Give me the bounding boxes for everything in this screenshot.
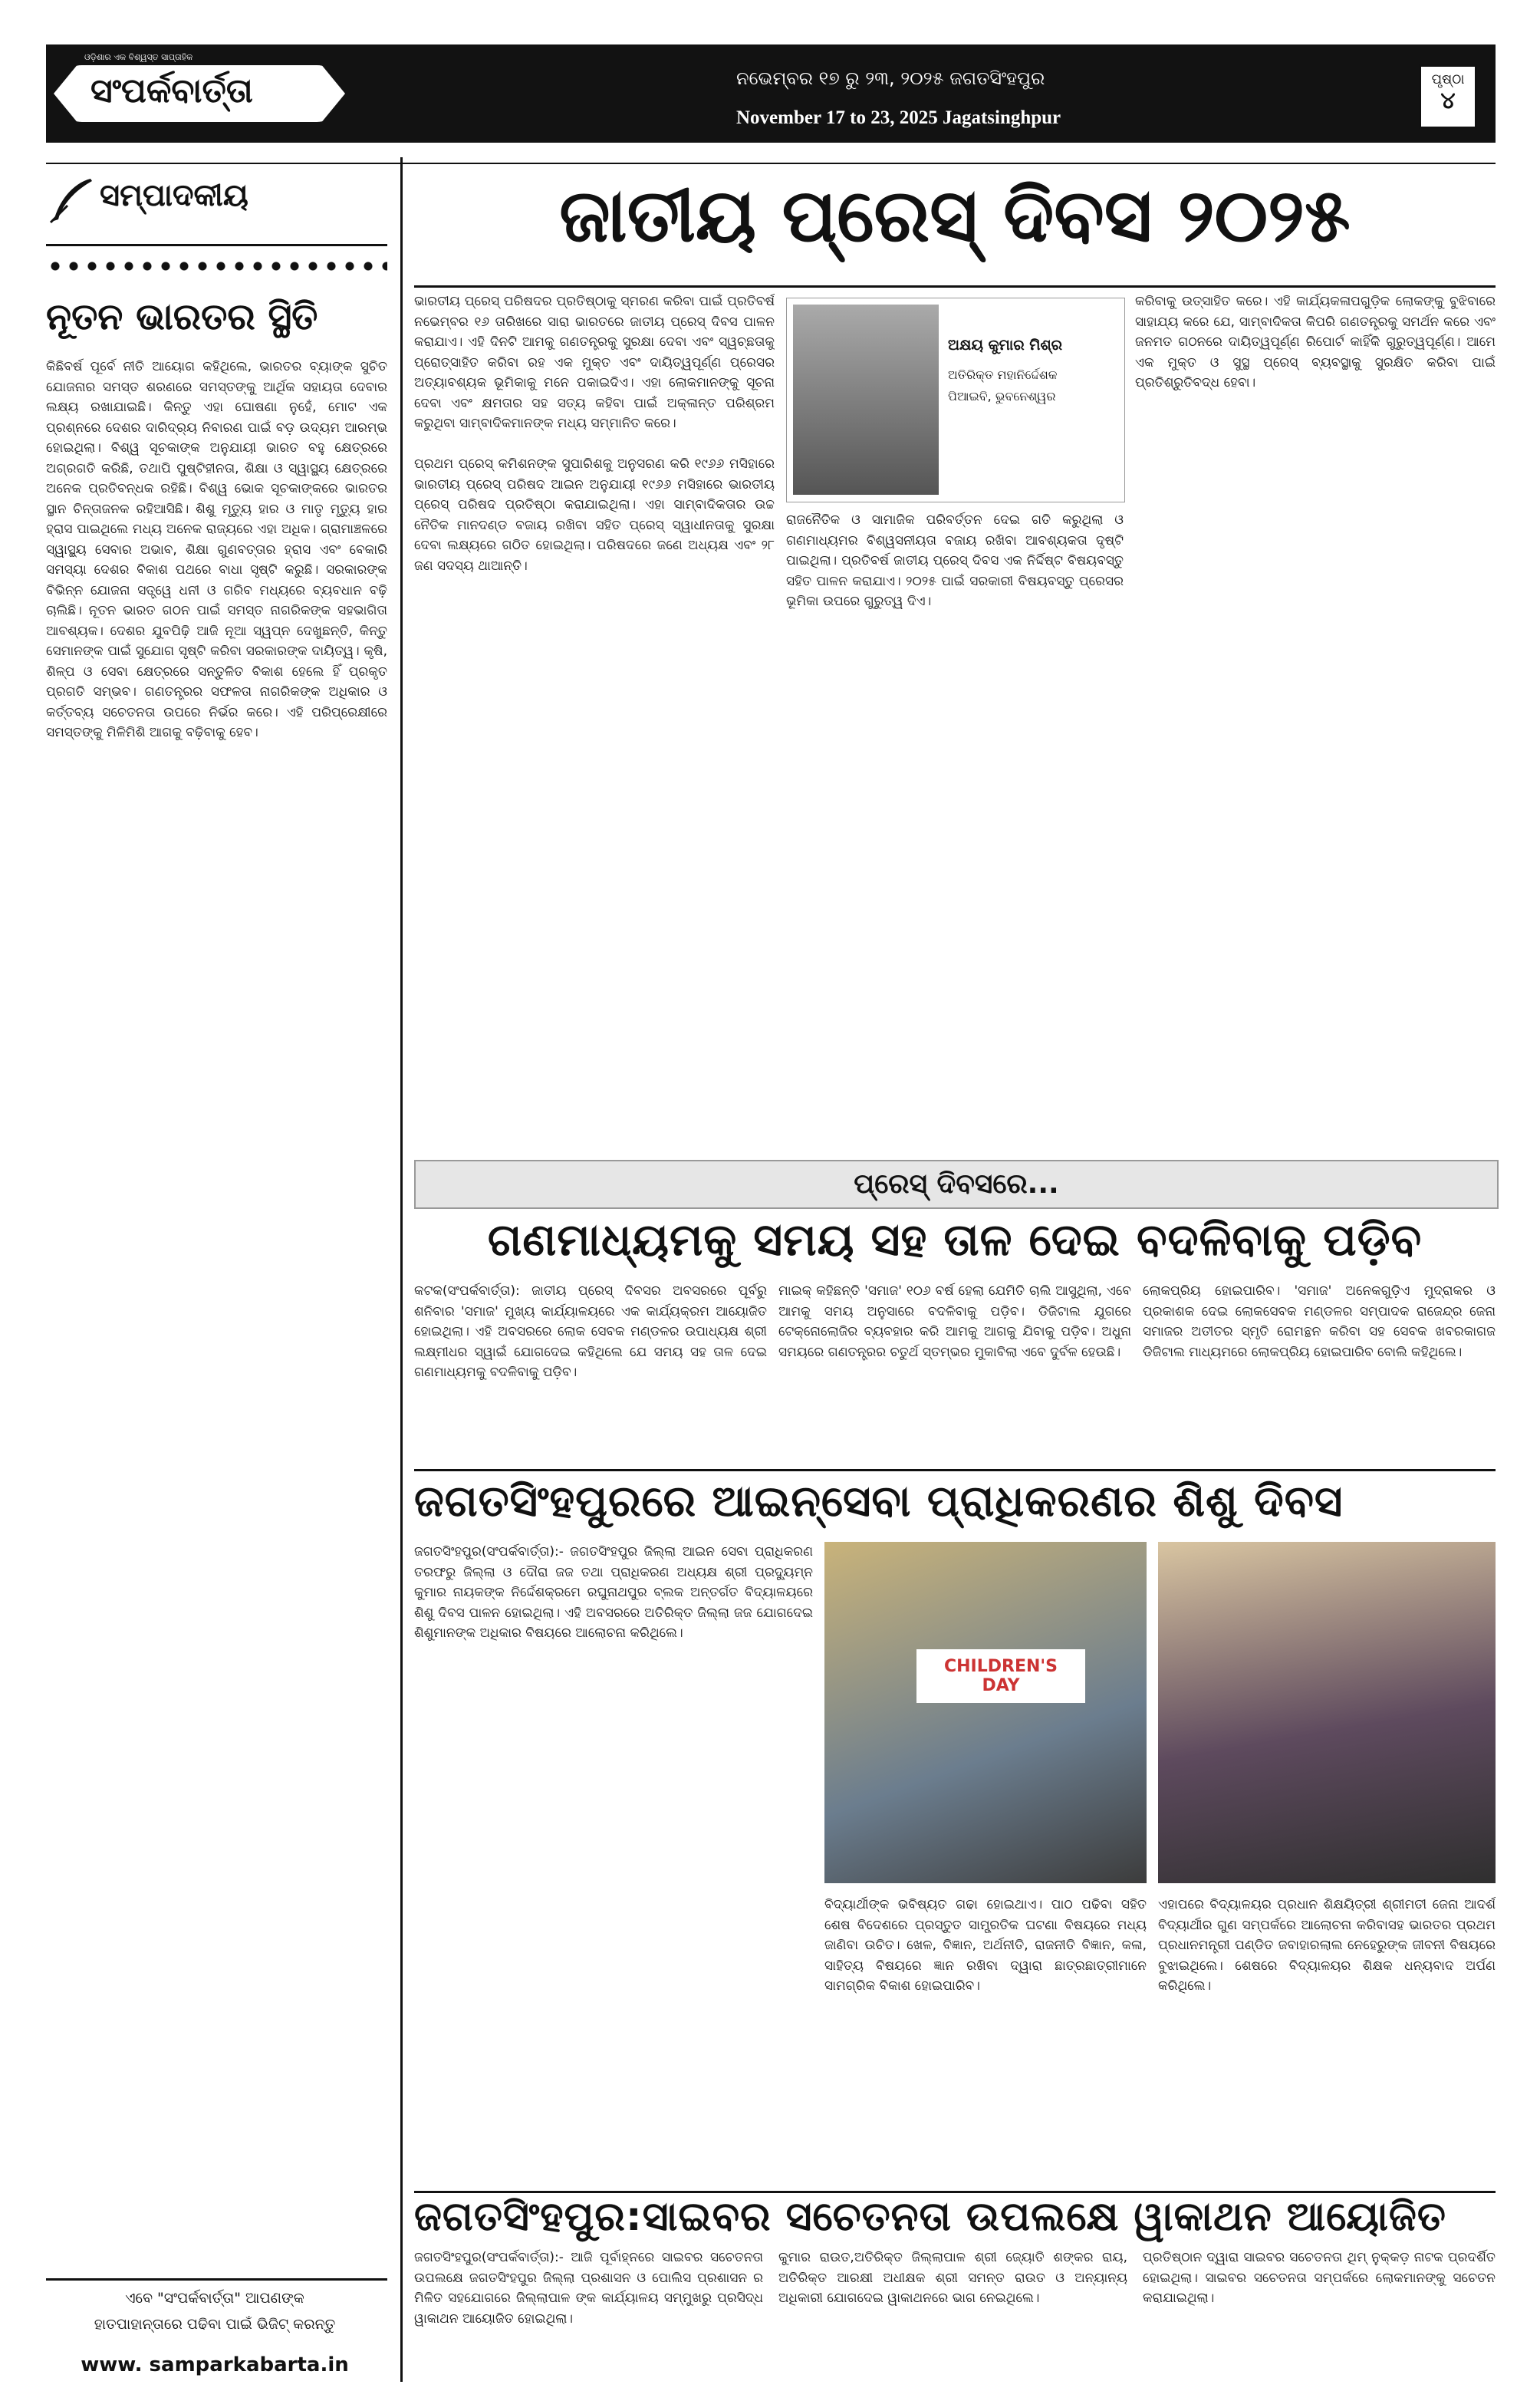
author-title: ଅତିରିକ୍ତ ମହାନିର୍ଦ୍ଦେଶକ [948, 367, 1058, 382]
press-day-col1-text: ଭାରତୀୟ ପ୍ରେସ୍ ପରିଷଦର ପ୍ରତିଷ୍ଠାକୁ ସ୍ମରଣ କରିବା ପାଇଁ ପ୍ରତିବର୍ଷ ନଭେମ୍ବର ୧୬ ତାରିଖରେ ସାରା ଭାରତରେ ଜାତୀୟ ପ୍ରେସ୍ ଦିବସ ପାଳନ କରାଯାଏ। ଏହି ଦିନଟି ଆମକୁ ଗଣତନ୍ତ୍ରକୁ ସୁରକ୍ଷା ଦେବା ଏବଂ ସ୍ୱଚ୍ଛତାକୁ ପ୍ରୋତ୍ସାହିତ କରିବା ରହ ଏକ ମୁକ୍ତ ଏବଂ ଦାୟିତ୍ୱପୂର୍ଣ୍ଣ ପ୍ରେସର ଅତ୍ୟାବଶ୍ୟକ ଭୂମିକାକୁ ମନେ ପକାଇଦିଏ। ଏହା ଲୋକମାନଙ୍କୁ ସୂଚନା ଦେବା ଏବଂ କ୍ଷମତାର ସହ ସତ୍ୟ କହିବା ପାଇଁ ଅକ୍ଳାନ୍ତ ପରିଶ୍ରମ କରୁଥିବା ସାମ୍ବାଦିକମାନଙ୍କ ମଧ୍ୟ ସମ୍ମାନିତ କରେ। [414, 294, 775, 431]
section-rule [414, 1469, 1496, 1471]
promo-line-2: ହାତପାହାନ୍ତାରେ ପଢିବା ପାଇଁ ଭିଜିଟ୍ କରନ୍ତୁ [94, 2316, 336, 2333]
press-day-headline: ଜାତୀୟ ପ୍ରେସ୍ ଦିବସ ୨୦୨୫ [559, 173, 1351, 259]
headline-rule [414, 285, 1496, 288]
press-band-label: ପ୍ରେସ୍ ଦିବସରେ... [854, 1168, 1059, 1200]
column-rule [400, 157, 403, 2382]
media-story-col1: କଟକ(ସଂପର୍କବାର୍ତ୍ତା): ଜାତୀୟ ପ୍ରେସ୍ ଦିବସର ଅବସରରେ ପୂର୍ବରୁ ଶନିବାର 'ସମାଜ' ମୁଖ୍ୟ କାର୍ଯ୍ୟାଳୟରେ ଏକ କାର୍ଯ୍ୟକ୍ରମ ଆୟୋଜିତ ହୋଇଥିଲା। ଏହି ଅବସରରେ ଲୋକ ସେବକ ମଣ୍ଡଳର ଉପାଧ୍ୟକ୍ଷ ଶ୍ରୀ ଲକ୍ଷ୍ମୀଧର ସ୍ୱାଇଁ ଯୋଗଦେଇ କହିଥିଲେ ଯେ ସମୟ ସହ ତାଳ ଦେଇ ଗଣମାଧ୍ୟମକୁ ବଦଳିବାକୁ ପଡ଼ିବ। [414, 1283, 767, 1380]
editorial-headline: ନୂତନ ଭାରତର ସ୍ଥିତି [46, 295, 318, 338]
masthead-rule [46, 163, 1496, 164]
editorial-section-title: ସମ୍ପାଦକୀୟ [100, 178, 248, 213]
childrens-day-photo-1 [824, 1542, 1147, 1883]
childrens-day-col2: ବିଦ୍ୟାର୍ଥୀଙ୍କ ଭବିଷ୍ୟତ ଗଢା ହୋଇଥାଏ। ପାଠ ପଢିବା ସହିତ ଶେଷ ବିଦେଶରେ ପ୍ରସ୍ତୁତ ସାମ୍ପ୍ରତିକ ଘଟଣା ବିଷୟରେ ମଧ୍ୟ ଜାଣିବା ଉଚିତ। ଖେଳ, ବିଜ୍ଞାନ, ଅର୍ଥନୀତି, ରାଜନୀତି ବିଜ୍ଞାନ, କଳା, ସାହିତ୍ୟ ବିଷୟରେ ଜ୍ଞାନ ରଖିବା ଦ୍ୱାରା ଛାତ୍ରଛାତ୍ରୀମାନେ ସାମଗ୍ରିକ ବିକାଶ ହୋଇପାରିବ। [824, 1897, 1147, 1994]
promo-line-1: ଏବେ "ସଂପର୍କବାର୍ତ୍ତା" ଆପଣଙ୍କ [125, 2290, 304, 2307]
page-number-box [1419, 64, 1477, 129]
childrens-day-body: ଜଗତସିଂହପୁର(ସଂପର୍କବାର୍ତ୍ତା):- ଜଗତସିଂହପୁର ଜିଲ୍ଲା ଆଇନ ସେବା ପ୍ରାଧିକରଣ ତରଫରୁ ଜିଲ୍ଲା ଓ ଦୌରା ଜଜ ତଥା ପ୍ରାଧିକରଣ ଅଧ୍ୟକ୍ଷ ଶ୍ରୀ ପ୍ରଦ୍ୟୁମ୍ନ କୁମାର ନାୟକଙ୍କ ନିର୍ଦ୍ଦେଶକ୍ରମେ ରଘୁନାଥପୁର ବ୍ଲକ ଅନ୍ତର୍ଗତ ବିଦ୍ୟାଳୟରେ ଶିଶୁ ଦିବସ ପାଳନ ହୋଇଥିଲା। ଏହି ଅବସରରେ ଅତିରିକ୍ତ ଜିଲ୍ଲା ଜଜ ଯୋଗଦେଇ ଶିଶୁମାନଙ୍କ ଅଧିକାର ବିଷୟରେ ଆଲୋଚନା କରିଥିଲେ। [414, 1544, 813, 1641]
cyber-story-headline: ଜଗତସିଂହପୁର:ସାଇବର ସଚେତନତା ଉପଲକ୍ଷେ ୱାକାଥନ ଆୟୋଜିତ [414, 2194, 1446, 2240]
editorial-body: କିଛିବର୍ଷ ପୂର୍ବେ ନୀତି ଆୟୋଗ କହିଥିଲେ, ଭାରତର ବ୍ୟାଙ୍କ ସୁଚିତ ଯୋଜନାର ସମସ୍ତ ଶରଣରେ ସମସ୍ତଙ୍କୁ ଆର୍ଥିକ ସହାୟତା ଦେବାର ଲକ୍ଷ୍ୟ ରଖାଯାଇଛି। କିନ୍ତୁ ଏହା ଘୋଷଣା ନୁହେଁ, ମୋଟ ଏକ ପ୍ରଶ୍ନରେ ଦେଶର ଦାରିଦ୍ର୍ୟ ନିବାରଣ ପାଇଁ ବଡ଼ ଉଦ୍ୟମ ଆରମ୍ଭ ହୋଇଥିଲା। ବିଶ୍ୱ ସୂଚକାଙ୍କ ଅନୁଯାୟୀ ଭାରତ ବହୁ କ୍ଷେତ୍ରରେ ଅଗ୍ରଗତି କରିଛି, ତଥାପି ପୁଷ୍ଟିହୀନତା, ଶିକ୍ଷା ଓ ସ୍ୱାସ୍ଥ୍ୟ କ୍ଷେତ୍ରରେ ଅନେକ ପ୍ରତିବନ୍ଧକ ରହିଛି। ବିଶ୍ୱ ଭୋକ ସୂଚକାଙ୍କରେ ଭାରତର ସ୍ଥାନ ଚିନ୍ତାଜନକ ରହିଆସିଛି। ଶିଶୁ ମୃତ୍ୟୁ ହାର ଓ ମାତୃ ମୃତ୍ୟୁ ହାର ହ୍ରାସ ପାଇଥିଲେ ମଧ୍ୟ ଅନେକ ରାଜ୍ୟରେ ଏହା ଅଧିକ। ଗ୍ରାମାଞ୍ଚଳରେ ସ୍ୱାସ୍ଥ୍ୟ ସେବାର ଅଭାବ, ଶିକ୍ଷା ଗୁଣବତ୍ତାର ହ୍ରାସ ଏବଂ ବେକାରି ସମସ୍ୟା ଦେଶର ବିକାଶ ପଥରେ ବାଧା ସୃଷ୍ଟି କରୁଛି। ସରକାରଙ୍କ ବିଭିନ୍ନ ଯୋଜନା ସତ୍ତ୍ୱେ ଧନୀ ଓ ଗରିବ ମଧ୍ୟରେ ବ୍ୟବଧାନ ବଢ଼ି ଚାଲିଛି। ନୂତନ ଭାରତ ଗଠନ ପାଇଁ ସମସ୍ତ ନାଗରିକଙ୍କ ସହଭାଗିତା ଆବଶ୍ୟକ। ଦେଶର ଯୁବପିଢ଼ି ଆଜି ନୂଆ ସ୍ୱପ୍ନ ଦେଖୁଛନ୍ତି, କିନ୍ତୁ ସେମାନଙ୍କ ପାଇଁ ସୁଯୋଗ ସୃଷ୍ଟି କରିବା ସରକାରଙ୍କ ଦାୟିତ୍ୱ। କୃଷି, ଶିଳ୍ପ ଓ ସେବା କ୍ଷେତ୍ରରେ ସନ୍ତୁଳିତ ବିକାଶ ହେଲେ ହିଁ ପ୍ରକୃତ ପ୍ରଗତି ସମ୍ଭବ। ଗଣତନ୍ତ୍ରର ସଫଳତା ନାଗରିକଙ୍କ ଅଧିକାର ଓ କର୍ତ୍ତବ୍ୟ ସଚେତନତା ଉପରେ ନିର୍ଭର କରେ। ଏହି ପରିପ୍ରେକ୍ଷୀରେ ସମସ୍ତଙ୍କୁ ମିଳିମିଶି ଆଗକୁ ବଢ଼ିବାକୁ ହେବ। [46, 359, 387, 740]
promo-text [46, 2290, 383, 2333]
cyber-story-col2: କୁମାର ରାଉତ,ଅତିରିକ୍ତ ଜିଲ୍ଲାପାଳ ଶ୍ରୀ ଜ୍ୟୋତି ଶଙ୍କର ରାୟ, ଅତିରିକ୍ତ ଆରକ୍ଷୀ ଅଧୀକ୍ଷକ ଶ୍ରୀ ସମନ୍ତ ରାଉତ ଓ ଅନ୍ୟାନ୍ୟ ଅଧିକାରୀ ଯୋଗଦେଇ ୱାକାଥନରେ ଭାଗ ନେଇଥିଲେ। [778, 2250, 1127, 2306]
press-band [414, 1160, 1499, 1209]
childrens-day-col3: ଏହାପରେ ବିଦ୍ୟାଳୟର ପ୍ରଧାନ ଶିକ୍ଷୟିତ୍ରୀ ଶ୍ରୀମତୀ ଜେନା ଆଦର୍ଶ ବିଦ୍ୟାର୍ଥୀର ଗୁଣ ସମ୍ପର୍କରେ ଆଲୋଚନା କରିବାସହ ଭାରତର ପ୍ରଥମ ପ୍ରଧାନମନ୍ତ୍ରୀ ପଣ୍ଡିତ ଜବାହାରଲାଲ ନେହେରୁଙ୍କ ଜୀବନୀ ବିଷୟରେ ବୁଝାଇଥିଲେ। ଶେଷରେ ବିଦ୍ୟାଳୟର ଶିକ୍ଷକ ଧନ୍ୟବାଦ ଅର୍ପଣ କରିଥିଲେ। [1158, 1897, 1496, 1994]
dotted-divider [46, 261, 387, 272]
page-label: ପୃଷ୍ଠା [1431, 71, 1465, 87]
author-name: ଅକ୍ଷୟ କୁମାର ମିଶ୍ର [948, 337, 1062, 354]
press-day-col2-text: ପ୍ରଥମ ପ୍ରେସ୍ କମିଶନଙ୍କ ସୁପାରିଶକୁ ଅନୁସରଣ କରି ୧୯୬୬ ମସିହାରେ ଭାରତୀୟ ପ୍ରେସ୍ ପରିଷଦ ଆଇନ ଅନୁଯାୟୀ ୧୯୬୬ ମସିହାରେ ଭାରତୀୟ ପ୍ରେସ୍ ପରିଷଦ ପ୍ରତିଷ୍ଠା କରାଯାଇଥିଲା। ଏହା ସାମ୍ବାଦିକତାର ଉଚ୍ଚ ନୈତିକ ମାନଦଣ୍ଡ ବଜାୟ ରଖିବା ସହିତ ପ୍ରେସ୍ ସ୍ୱାଧୀନତାକୁ ସୁରକ୍ଷା ଦେବା ଲକ୍ଷ୍ୟରେ ଗଠିତ ହୋଇଥିଲା। ପରିଷଦରେ ଜଣେ ଅଧ୍ୟକ୍ଷ ଏବଂ ୨୮ ଜଣ ସଦସ୍ୟ ଥାଆନ୍ତି। [414, 456, 775, 574]
childrens-day-banner: CHILDREN'S DAY [916, 1649, 1085, 1703]
newspaper-logo: ସଂପର୍କବାର୍ତ୍ତା [90, 71, 253, 110]
author-photo [793, 305, 939, 495]
press-day-col3: ରାଜନୈତିକ ଓ ସାମାଜିକ ପରିବର୍ତ୍ତନ ଦେଇ ଗତି କରୁଥିଲା ଓ ଗଣମାଧ୍ୟମର ବିଶ୍ୱସନୀୟତା ବଜାୟ ରଖିବା ଆବଶ୍ୟକତା ଦୃଷ୍ଟି ପାଇଥିଲା। ପ୍ରତିବର୍ଷ ଜାତୀୟ ପ୍ରେସ୍ ଦିବସ ଏକ ନିର୍ଦ୍ଦିଷ୍ଟ ବିଷୟବସ୍ତୁ ସହିତ ପାଳନ କରାଯାଏ। ୨୦୨୫ ପାଇଁ ସରକାରୀ ବିଷୟବସ୍ତୁ ପ୍ରେସର ଭୂମିକା ଉପରେ ଗୁରୁତ୍ୱ ଦିଏ। [786, 512, 1124, 609]
media-story-col3: ଲୋକପ୍ରିୟ ହୋଇପାରିବ। 'ସମାଜ' ଅନେକଗୁଡ଼ିଏ ମୁଦ୍ରାକର ଓ ପ୍ରକାଶକ ଦେଇ ଲୋକସେବକ ମଣ୍ଡଳର ସମ୍ପାଦକ ରାଜେନ୍ଦ୍ର ଜେନା ସମାଜର ଅତୀତର ସ୍ମୃତି ରୋମନ୍ଥନ କରିବା ସହ ସେବକ ଖବରକାଗଜ ଡିଜିଟାଲ ମାଧ୍ୟମରେ ଲୋକପ୍ରିୟ ହୋଇପାରିବ ବୋଲି କହିଥିଲେ। [1143, 1283, 1496, 1360]
promo-rule [46, 2278, 387, 2281]
cyber-story-col3: ପ୍ରତିଷ୍ଠାନ ଦ୍ୱାରା ସାଇବର ସଚେତନତା ଥିମ୍ ନୁକ୍କଡ଼ ନାଟକ ପ୍ରଦର୍ଶିତ ହୋଇଥିଲା। ସାଇବର ସଚେତନତା ସମ୍ପର୍କରେ ଲୋକମାନଙ୍କୁ ସଚେତନ କରାଯାଇଥିଲା। [1143, 2250, 1496, 2306]
date-odia: ନଭେମ୍ବର ୧୭ ରୁ ୨୩, ୨୦୨୫ ଜଗତସିଂହପୁର [736, 68, 1045, 89]
press-day-col1 [414, 291, 775, 1154]
author-box [786, 298, 1125, 502]
page-number: ୪ [1440, 87, 1456, 114]
editorial-rule [46, 244, 387, 246]
author-org: ପିଆଇବି, ଭୁବନେଶ୍ୱର [948, 389, 1056, 403]
media-story-headline: ଗଣମାଧ୍ୟମକୁ ସମୟ ସହ ତାଳ ଦେଇ ବଦଳିବାକୁ ପଡ଼ିବ [487, 1214, 1423, 1266]
website-link[interactable]: www. samparkabarta.in [81, 2353, 349, 2376]
press-day-col4: କରିବାକୁ ଉତ୍ସାହିତ କରେ। ଏହି କାର୍ଯ୍ୟକଳାପଗୁଡ଼ିକ ଲୋକଙ୍କୁ ବୁଝିବାରେ ସାହାଯ୍ୟ କରେ ଯେ, ସାମ୍ବାଦିକତା କିପରି ଗଣତନ୍ତ୍ରକୁ ସମର୍ଥନ କରେ ଏବଂ ଜନମତ ଗଠନରେ ଦାୟିତ୍ୱପୂର୍ଣ୍ଣ ରିପୋର୍ଟ କାହିଁକି ଗୁରୁତ୍ୱପୂର୍ଣ୍ଣ। ଆମେ ଏକ ମୁକ୍ତ ଓ ସୁସ୍ଥ ପ୍ରେସ୍ ବ୍ୟବସ୍ଥାକୁ ସୁରକ୍ଷିତ କରିବା ପାଇଁ ପ୍ରତିଶ୍ରୁତିବଦ୍ଧ ହେବା। [1135, 294, 1496, 390]
media-story-col2: ମାଇକ୍ କହିଛନ୍ତି 'ସମାଜ' ୧୦୬ ବର୍ଷ ହେଲା ଯେମିତି ଚାଲି ଆସୁଥିଲା, ଏବେ ଆମକୁ ସମୟ ଅନୁସାରେ ବଦଳିବାକୁ ପଡ଼ିବ। ଡିଜିଟାଲ ଯୁଗରେ ଟେକ୍ନୋଲୋଜିର ବ୍ୟବହାର କରି ଆମକୁ ଆଗକୁ ଯିବାକୁ ପଡ଼ିବ। ଅଧୁନା ସମୟରେ ଗଣତନ୍ତ୍ରର ଚତୁର୍ଥ ସ୍ତମ୍ଭର ମୁକାବିଲା ଏବେ ଦୁର୍ବଳ ହେଉଛି। [778, 1283, 1131, 1360]
section-rule-2 [414, 2191, 1496, 2193]
logo-tagline: ଓଡ଼ିଶାର ଏକ ବିଶ୍ୱସ୍ତ ସାପ୍ତାହିକ [84, 52, 193, 62]
date-english: November 17 to 23, 2025 Jagatsinghpur [736, 107, 1061, 128]
childrens-day-photo-2 [1158, 1542, 1496, 1883]
cyber-story-col1: ଜଗତସିଂହପୁର(ସଂପର୍କବାର୍ତ୍ତା):- ଆଜି ପୂର୍ବାହ୍ନରେ ସାଇବର ସଚେତନତା ଉପଲକ୍ଷେ ଜଗତସିଂହପୁର ଜିଲ୍ଲା ପ୍ରଶାସନ ଓ ପୋଲିସ ପ୍ରଶାସନ ର ମିଳିତ ସହଯୋଗରେ ଜିଲ୍ଲାପାଳ ଙ୍କ କାର୍ଯ୍ୟାଳୟ ସମ୍ମୁଖରୁ ପ୍ରସିଦ୍ଧ ୱାକାଥନ ଆୟୋଜିତ ହୋଇଥିଲା। [414, 2250, 763, 2327]
quill-icon [44, 175, 98, 229]
childrens-day-headline: ଜଗତସିଂହପୁରରେ ଆଇନ୍‌ସେବା ପ୍ରାଧିକରଣର ଶିଶୁ ଦିବସ [414, 1477, 1344, 1527]
